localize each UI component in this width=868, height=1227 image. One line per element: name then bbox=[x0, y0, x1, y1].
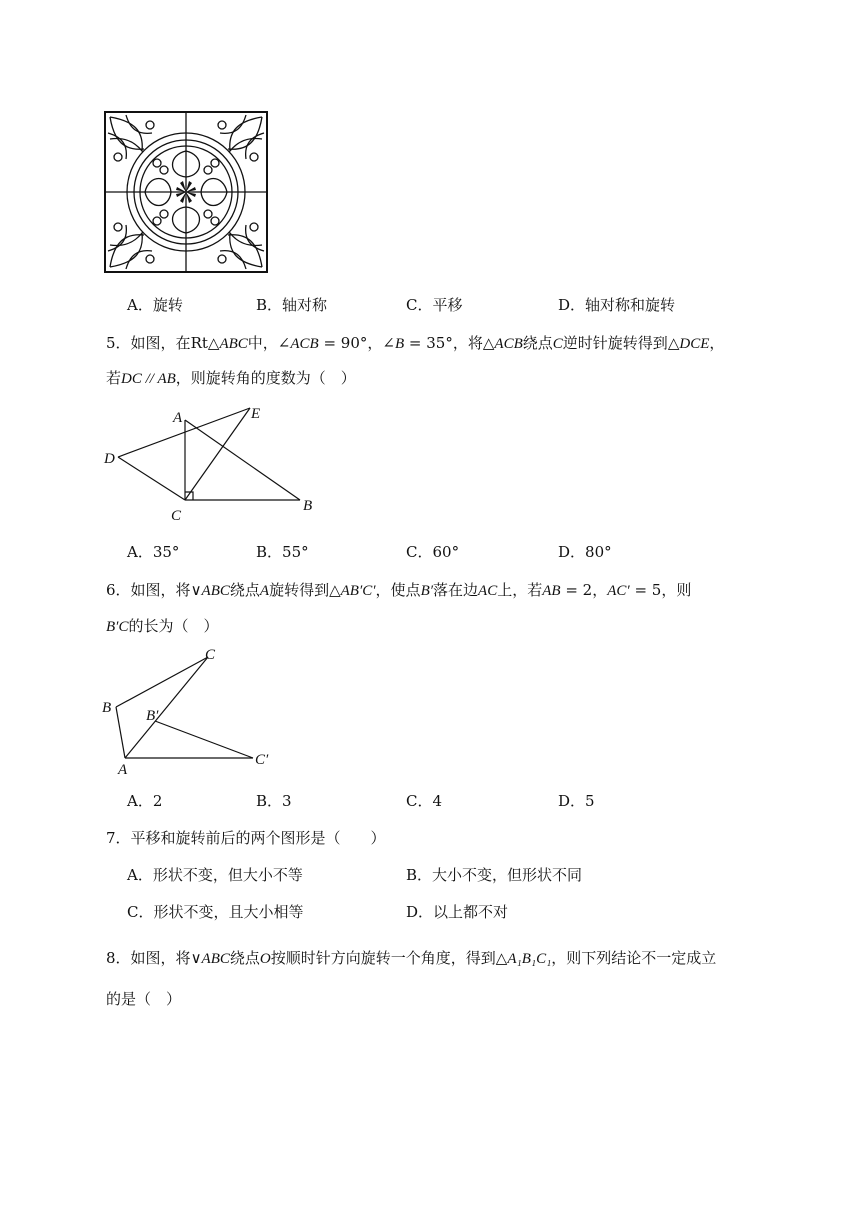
q7-option-c[interactable]: C．形状不变，且大小相等 bbox=[127, 903, 304, 921]
q6-question-line2: B′C的长为（ ） bbox=[106, 617, 219, 635]
q5-question-line1: 5．如图，在Rt△ABC中，∠ACB = 90°，∠B = 35°，将△ACB绕点C逆时针旋转得到△DCE， bbox=[106, 334, 725, 352]
q5-label-b: B bbox=[303, 498, 313, 514]
q5-option-a[interactable]: A．35° bbox=[127, 543, 180, 561]
q5-label-a: A bbox=[173, 410, 183, 426]
q4-tile-figure bbox=[104, 111, 268, 273]
q4-option-d[interactable]: D．轴对称和旋转 bbox=[558, 296, 676, 314]
q8-question-line2: 的是（ ） bbox=[106, 990, 182, 1008]
q7-option-b[interactable]: B．大小不变，但形状不同 bbox=[406, 866, 583, 884]
q4-option-a[interactable]: A．旋转 bbox=[127, 296, 183, 314]
q6-label-c-prime: C′ bbox=[255, 752, 269, 768]
q6-label-a: A bbox=[118, 762, 128, 778]
q6-option-c[interactable]: C．4 bbox=[406, 792, 443, 810]
q6-option-a[interactable]: A．2 bbox=[127, 792, 163, 810]
q5-label-e: E bbox=[251, 406, 261, 422]
q6-triangle-figure bbox=[98, 645, 288, 780]
q4-option-c[interactable]: C．平移 bbox=[406, 296, 463, 314]
q6-label-c: C bbox=[205, 647, 216, 663]
q6-label-b-prime: B′ bbox=[146, 708, 159, 724]
q8-question-line1: 8．如图，将∨ABC绕点O按顺时针方向旋转一个角度，得到△A₁B₁C₁，则下列结论不一定成立 bbox=[106, 949, 717, 967]
q4-option-b[interactable]: B．轴对称 bbox=[256, 296, 328, 314]
q5-label-d: D bbox=[104, 451, 115, 467]
q6-label-b: B bbox=[102, 700, 112, 716]
q7-option-a[interactable]: A．形状不变，但大小不等 bbox=[127, 866, 303, 884]
q6-question-line1: 6．如图，将∨ABC绕点A旋转得到△AB′C′，使点B′落在边AC上，若AB = 2，AC′ = 5，则 bbox=[106, 581, 692, 599]
q6-option-b[interactable]: B．3 bbox=[256, 792, 292, 810]
q5-label-c: C bbox=[171, 508, 182, 524]
q7-option-d[interactable]: D．以上都不对 bbox=[406, 903, 509, 921]
q5-option-d[interactable]: D．80° bbox=[558, 543, 612, 561]
q5-option-c[interactable]: C．60° bbox=[406, 543, 460, 561]
q5-option-b[interactable]: B．55° bbox=[256, 543, 309, 561]
q5-question-line2: 若DC // AB，则旋转角的度数为（ ） bbox=[106, 369, 356, 387]
q6-option-d[interactable]: D．5 bbox=[558, 792, 595, 810]
q7-question: 7．平移和旋转前后的两个图形是（ ） bbox=[106, 829, 386, 847]
q5-triangle-figure bbox=[100, 400, 330, 528]
